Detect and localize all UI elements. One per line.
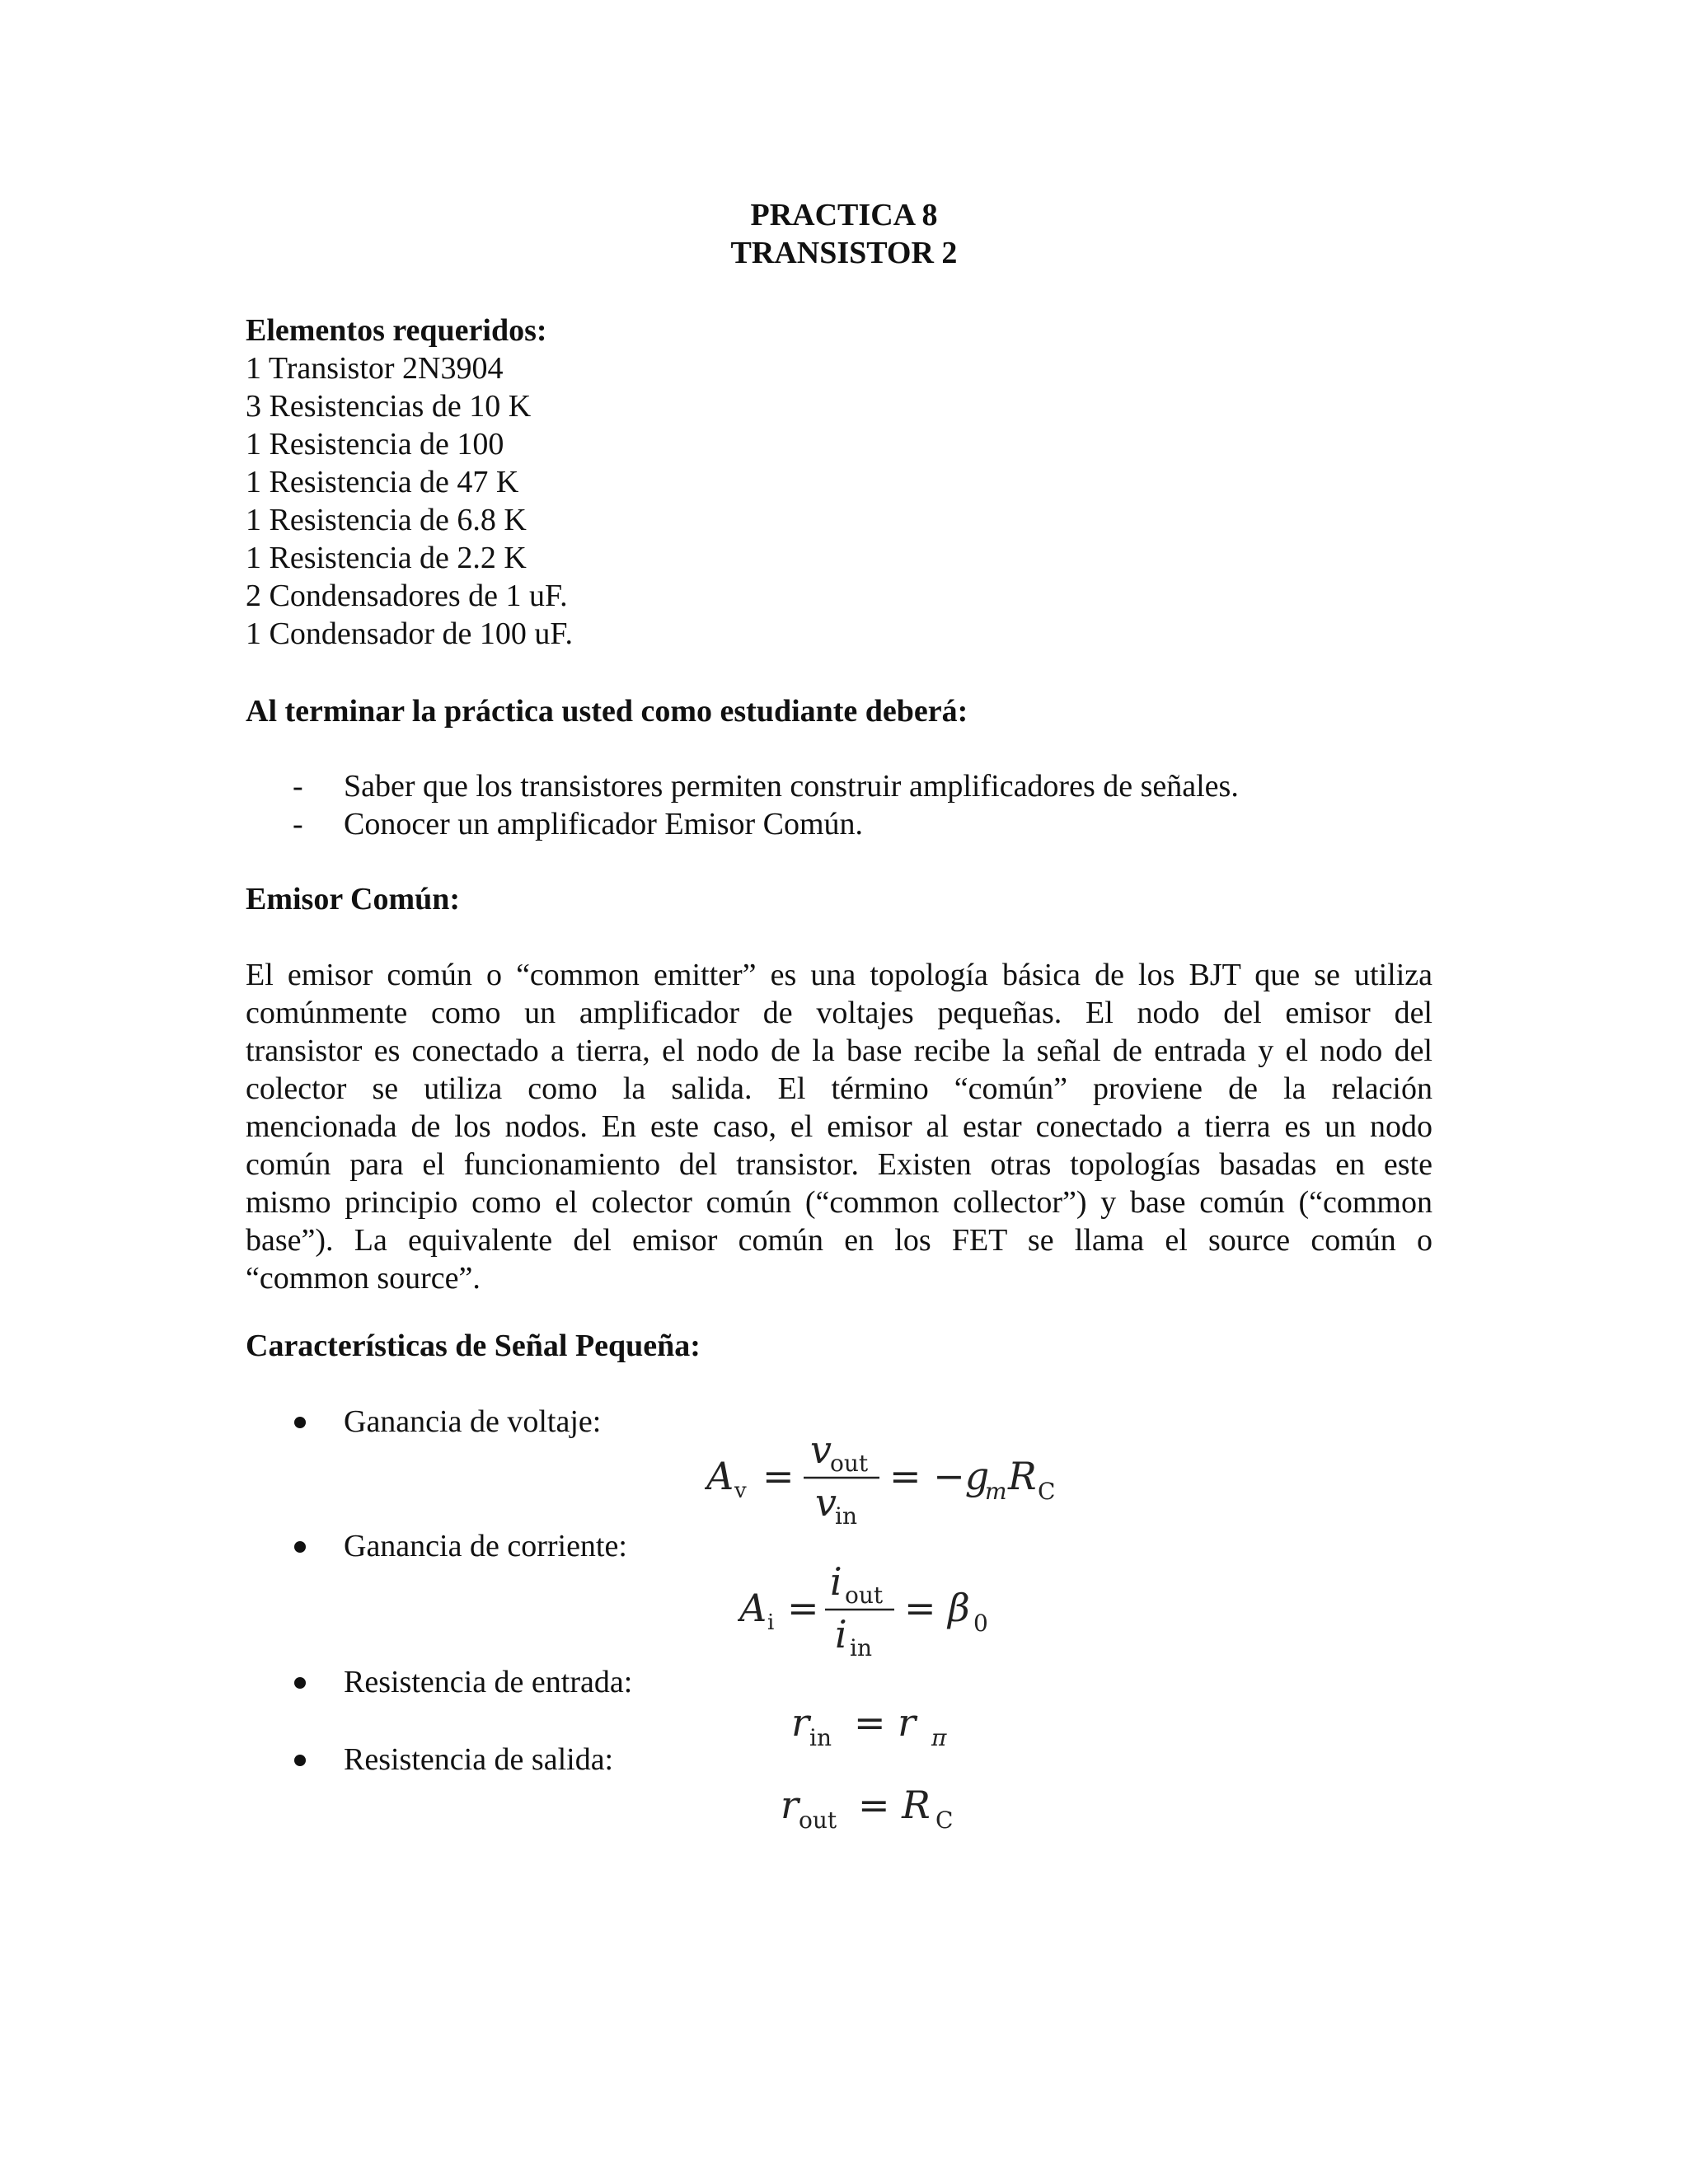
- small-signal-label: Resistencia de salida:: [344, 1742, 614, 1777]
- objectives-heading: Al terminar la práctica usted como estudiante deberá:: [246, 694, 968, 729]
- objective-item: [293, 805, 864, 843]
- paragraph-line: El emisor común o “common emitter” es una topología básica de los BJT que se utiliza: [246, 958, 1432, 992]
- material-item: 1 Transistor 2N3904: [246, 351, 504, 386]
- paragraph-line: comúnmente como un amplificador de voltajes pequeñas. El nodo del emisor del: [246, 996, 1432, 1030]
- formula-rhs: = R: [858, 1783, 931, 1827]
- formula-lhs: r: [781, 1783, 799, 1827]
- paragraph-line: mencionada de los nodos. En este caso, el emisor al estar conectado a tierra es un nodo: [246, 1109, 1432, 1144]
- formula-denominator-sub: in: [850, 1634, 872, 1661]
- formula-denominator-sub: in: [835, 1502, 857, 1529]
- formula-rhs-sub: π: [931, 1724, 947, 1751]
- bullet-icon: [294, 1755, 306, 1766]
- input-resistance-formula: [790, 1698, 971, 1760]
- formula-lhs: r: [791, 1700, 809, 1745]
- small-signal-label: Ganancia de voltaje:: [344, 1404, 602, 1439]
- small-signal-heading: Características de Señal Pequeña:: [246, 1329, 701, 1363]
- bullet-icon: [294, 1417, 306, 1428]
- formula-numerator: i: [830, 1562, 842, 1604]
- objective-item: [293, 767, 1239, 805]
- formula-lhs: A: [739, 1586, 767, 1630]
- formula-rhs-sub: C: [935, 1807, 954, 1834]
- emisor-paragraph: [246, 956, 1432, 1297]
- formula-rhs: = β: [904, 1586, 970, 1630]
- paragraph-line: “common source”.: [246, 1261, 481, 1296]
- material-item: 1 Resistencia de 100: [246, 427, 504, 462]
- material-item: 2 Condensadores de 1 uF.: [246, 579, 568, 613]
- formula-equals: =: [762, 1454, 795, 1498]
- formula-numerator: v: [810, 1430, 832, 1472]
- formula-rhs: = −g: [889, 1454, 990, 1498]
- formula-rhs-sub: 0: [973, 1610, 988, 1637]
- material-item: 1 Condensador de 100 uF.: [246, 616, 573, 651]
- material-item: 1 Resistencia de 47 K: [246, 465, 519, 499]
- formula-rhs-sub: m: [985, 1478, 1007, 1505]
- formula-lhs-sub: out: [799, 1807, 837, 1834]
- paragraph-line: colector se utiliza como la salida. El término “común” proviene de la relación: [246, 1071, 1432, 1106]
- small-signal-label: Ganancia de corriente:: [344, 1529, 627, 1563]
- voltage-gain-formula: [705, 1430, 1084, 1533]
- emisor-heading: Emisor Común:: [246, 882, 461, 916]
- formula-numerator-sub: out: [845, 1582, 884, 1609]
- paragraph-line: común para el funcionamiento del transistor. Existen otras topologías basadas en este: [246, 1147, 1432, 1182]
- title-line-1: PRACTICA 8: [750, 198, 938, 232]
- formula-rhs2: R: [1008, 1454, 1037, 1498]
- material-item: 3 Resistencias de 10 K: [246, 389, 532, 424]
- formula-lhs-sub: in: [809, 1724, 832, 1751]
- formula-denominator: i: [835, 1612, 847, 1657]
- title-line-2: TRANSISTOR 2: [730, 236, 958, 270]
- bullet-icon: [294, 1677, 306, 1689]
- small-signal-label: Resistencia de entrada:: [344, 1665, 633, 1699]
- paragraph-line: base”). La equivalente del emisor común en los FET se llama el source común o: [246, 1223, 1432, 1258]
- paragraph-line: mismo principio como el colector común (“common collector”) y base común (“common: [246, 1185, 1432, 1220]
- paragraph-line: transistor es conectado a tierra, el nodo de la base recibe la señal de entrada y el nodo del: [246, 1033, 1432, 1068]
- formula-lhs-sub: i: [767, 1610, 775, 1635]
- formula-equals: =: [787, 1586, 819, 1630]
- formula-numerator-sub: out: [830, 1450, 869, 1477]
- objective-text: Saber que los transistores permiten construir amplificadores de señales.: [344, 769, 1239, 804]
- output-resistance-formula: [779, 1780, 977, 1842]
- formula-rhs2-sub: C: [1038, 1478, 1056, 1505]
- material-item: 1 Resistencia de 6.8 K: [246, 503, 527, 537]
- bullet-icon: [294, 1541, 306, 1553]
- formula-denominator: v: [815, 1480, 837, 1525]
- materials-heading: Elementos requeridos:: [246, 313, 547, 348]
- formula-lhs-sub: v: [734, 1479, 747, 1503]
- dash-marker: -: [293, 769, 303, 804]
- material-item: 1 Resistencia de 2.2 K: [246, 541, 527, 575]
- formula-rhs: = r: [854, 1700, 917, 1745]
- objective-text: Conocer un amplificador Emisor Común.: [344, 807, 864, 841]
- current-gain-formula: [738, 1562, 1018, 1665]
- formula-lhs: A: [706, 1454, 734, 1498]
- dash-marker: -: [293, 807, 303, 841]
